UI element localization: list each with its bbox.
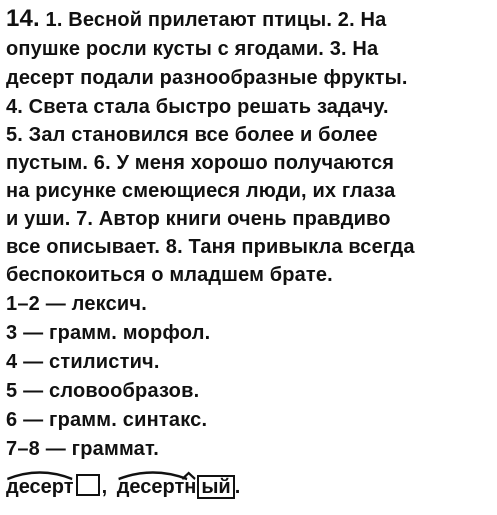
text-line-9: все описывает. 8. Таня привыкла всегда: [6, 236, 415, 258]
word-2-ending-box: [197, 475, 234, 499]
word-2-ending-text: ый: [201, 476, 231, 498]
root-arc-icon-2: [117, 470, 197, 480]
text-line-6: пустым. 6. У меня хорошо получаются: [6, 152, 395, 174]
text-line-1-content: 1. Весной прилетают птицы. 2. На: [45, 9, 387, 31]
root-arc-icon: [6, 470, 74, 480]
answer-line-1: 1–2 — лексич.: [6, 293, 147, 315]
text-line-4: 4. Света стала быстро решать задачу.: [6, 96, 389, 118]
word-1-root: [6, 476, 74, 499]
zero-ending-box: [76, 474, 100, 496]
text-line-7: на рисунке смеющиеся люди, их глаза: [6, 180, 396, 202]
answer-line-5: 6 — грамм. синтакс.: [6, 409, 208, 431]
end-punctuation: .: [234, 476, 241, 498]
answer-line-6: 7–8 — граммат.: [6, 438, 159, 460]
answer-line-4: 5 — словообразов.: [6, 380, 200, 402]
text-line-10: беспокоиться о младшем брате.: [6, 264, 333, 286]
text-line-3: десерт подали разнообразные фрукты.: [6, 67, 408, 89]
word-1-text: десерт: [6, 476, 74, 498]
morpheme-analysis: [6, 474, 240, 510]
text-line-2: опушке росли кусты с ягодами. 3. На: [6, 38, 379, 60]
exercise-number: 14.: [6, 5, 40, 32]
text-line-8: и уши. 7. Автор книги очень правдиво: [6, 208, 391, 230]
word-2-root: [117, 476, 197, 499]
answer-line-3: 4 — стилистич.: [6, 351, 160, 373]
text-line-1: [6, 6, 386, 33]
text-line-5: 5. Зал становился все более и более: [6, 124, 378, 146]
separator-comma: ,: [101, 476, 108, 498]
answer-line-2: 3 — грамм. морфол.: [6, 322, 211, 344]
word-2-root-text: десертн: [116, 476, 197, 498]
